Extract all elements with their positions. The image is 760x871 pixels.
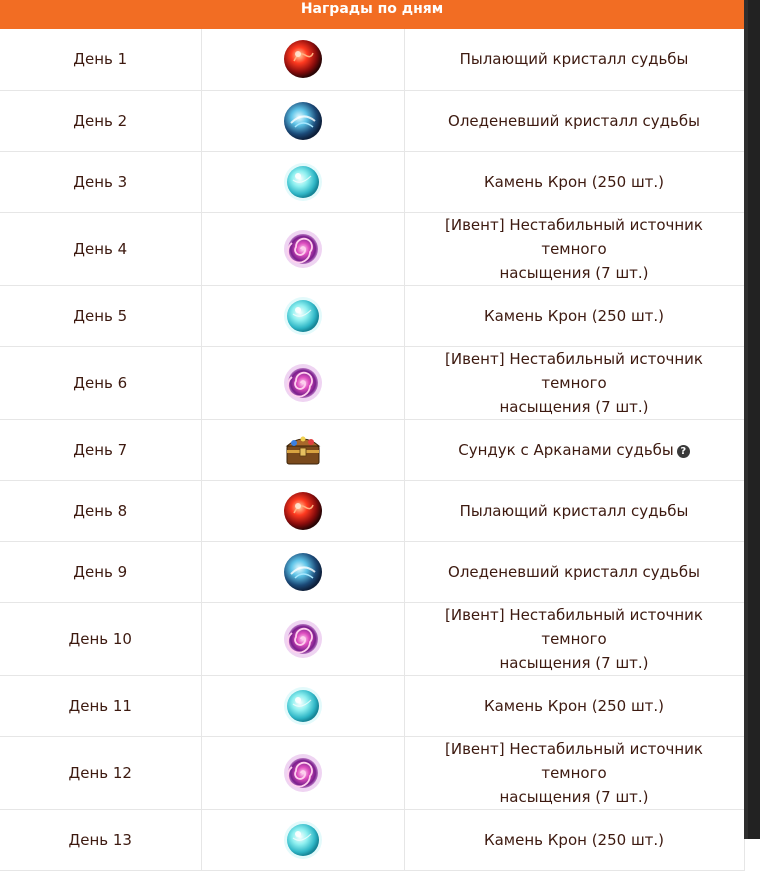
table-row (0, 809, 744, 870)
page-edge (744, 0, 760, 839)
reward-icon-cell (201, 480, 404, 541)
reward-icon-cell (201, 29, 404, 90)
reward-name (438, 560, 710, 584)
reward-name-cell (404, 675, 744, 736)
reward-name-cell (404, 212, 744, 285)
reward-name-cell (404, 151, 744, 212)
day-label: День 6 (0, 346, 201, 419)
ice-crystal-icon (281, 99, 325, 143)
reward-name-cell (404, 602, 744, 675)
help-icon[interactable]: ? (677, 445, 690, 458)
kron-stone-icon (281, 160, 325, 204)
reward-name-text: Камень Крон (250 шт.) (483, 172, 665, 191)
kron-stone-icon (281, 294, 325, 338)
reward-name-line: насыщения (7 шт.) (499, 653, 649, 672)
reward-name-text: Сундук с Арканами судьбы (458, 440, 674, 459)
day-label: День 9 (0, 541, 201, 602)
dark-source-icon (281, 617, 325, 661)
reward-name (405, 603, 744, 675)
reward-name-cell (404, 346, 744, 419)
table-title: Награды по дням (0, 0, 744, 29)
dark-source-icon (281, 361, 325, 405)
dark-source-icon (281, 227, 325, 271)
reward-icon-cell (201, 736, 404, 809)
fire-crystal-icon (281, 489, 325, 533)
reward-icon-cell (201, 541, 404, 602)
reward-name (405, 213, 744, 285)
reward-icon-cell (201, 90, 404, 151)
day-label: День 12 (0, 736, 201, 809)
ice-crystal-icon (281, 550, 325, 594)
reward-name-text: Пылающий кристалл судьбы (459, 501, 689, 520)
fire-crystal-icon (281, 37, 325, 81)
table-header-row (0, 0, 744, 29)
reward-icon-cell (201, 809, 404, 870)
kron-stone-icon (281, 684, 325, 728)
dark-source-icon (281, 751, 325, 795)
reward-name-line: [Ивент] Нестабильный источник темного (445, 605, 703, 648)
day-label: День 2 (0, 90, 201, 151)
table-body (0, 29, 744, 870)
day-label: День 10 (0, 602, 201, 675)
reward-name-line: [Ивент] Нестабильный источник темного (445, 215, 703, 258)
reward-name-line: [Ивент] Нестабильный источник темного (445, 349, 703, 392)
reward-icon-cell (201, 346, 404, 419)
reward-name-cell (404, 809, 744, 870)
day-label: День 1 (0, 29, 201, 90)
reward-name (438, 109, 710, 133)
reward-name (405, 737, 744, 809)
reward-icon-cell (201, 285, 404, 346)
table-row (0, 419, 744, 480)
reward-name (405, 347, 744, 419)
reward-name (474, 170, 674, 194)
reward-name (474, 304, 674, 328)
table-row (0, 285, 744, 346)
reward-name-text: Оледеневший кристалл судьбы (448, 562, 700, 581)
reward-icon-cell (201, 675, 404, 736)
table-row (0, 480, 744, 541)
day-label: День 7 (0, 419, 201, 480)
reward-icon-cell (201, 602, 404, 675)
reward-name-text: Камень Крон (250 шт.) (483, 696, 665, 715)
reward-name-cell (404, 541, 744, 602)
day-label: День 11 (0, 675, 201, 736)
reward-name (448, 438, 700, 462)
table-row (0, 212, 744, 285)
reward-name-cell (404, 285, 744, 346)
kron-stone-icon (281, 818, 325, 862)
reward-icon-cell (201, 212, 404, 285)
reward-name (450, 499, 699, 523)
reward-name-line: [Ивент] Нестабильный источник темного (445, 739, 703, 782)
reward-name-cell (404, 419, 744, 480)
reward-name-cell (404, 480, 744, 541)
reward-name-text: Пылающий кристалл судьбы (459, 50, 689, 69)
table-row (0, 346, 744, 419)
table-row (0, 602, 744, 675)
reward-name (474, 828, 674, 852)
reward-icon-cell (201, 419, 404, 480)
reward-name-cell (404, 29, 744, 90)
reward-name-line: насыщения (7 шт.) (499, 263, 649, 282)
table-row (0, 29, 744, 90)
table-row (0, 541, 744, 602)
day-label: День 5 (0, 285, 201, 346)
day-label: День 13 (0, 809, 201, 870)
reward-name-line: насыщения (7 шт.) (499, 397, 649, 416)
table-row (0, 736, 744, 809)
table-row (0, 675, 744, 736)
reward-name (474, 694, 674, 718)
reward-name-text: Камень Крон (250 шт.) (483, 830, 665, 849)
day-label: День 3 (0, 151, 201, 212)
reward-name-text: Камень Крон (250 шт.) (483, 306, 665, 325)
arcana-chest-icon (281, 428, 325, 472)
table-row (0, 90, 744, 151)
day-label: День 8 (0, 480, 201, 541)
reward-name-cell (404, 90, 744, 151)
reward-icon-cell (201, 151, 404, 212)
table-row (0, 151, 744, 212)
reward-name-cell (404, 736, 744, 809)
reward-name-text: Оледеневший кристалл судьбы (448, 111, 700, 130)
day-label: День 4 (0, 212, 201, 285)
reward-name-line: насыщения (7 шт.) (499, 787, 649, 806)
reward-name (450, 47, 699, 71)
